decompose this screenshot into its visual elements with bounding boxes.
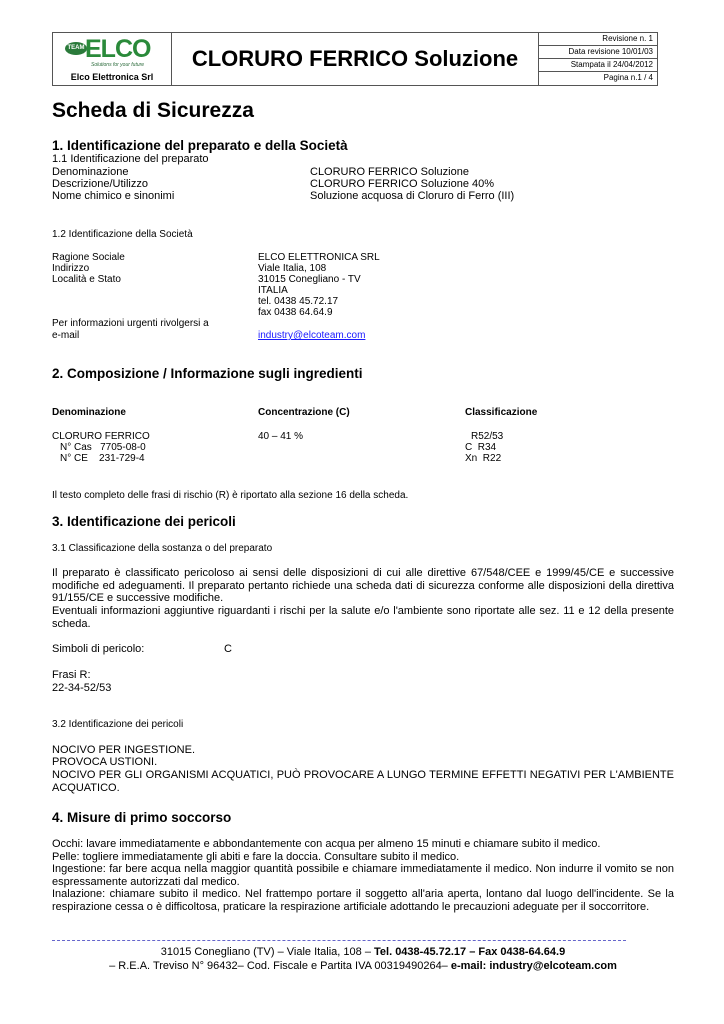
section-2-heading: 2. Composizione / Informazione sugli ingredienti	[52, 366, 363, 381]
ingredient-name: CLORURO FERRICO	[52, 431, 150, 442]
label-urgent-info: Per informazioni urgenti rivolgersi a	[52, 318, 209, 329]
hazard-statement-ingestion: NOCIVO PER INGESTIONE.	[52, 744, 196, 756]
company-logo-cell	[53, 33, 172, 85]
section-3-heading: 3. Identificazione dei pericoli	[52, 514, 236, 529]
footer-divider	[52, 940, 626, 941]
r-phrases-value: 22-34-52/53	[52, 682, 112, 694]
ingredient-class-r52: R52/53	[471, 431, 504, 442]
company-country: ITALIA	[258, 285, 288, 296]
section-3-2-subheading: 3.2 Identificazione dei pericoli	[52, 719, 184, 730]
company-name: Elco Elettronica Srl	[70, 72, 154, 82]
document-title: Scheda di Sicurezza	[52, 99, 254, 122]
product-title: CLORURO FERRICO Soluzione	[172, 33, 539, 85]
field-label-descrizione: Descrizione/Utilizzo	[52, 178, 148, 190]
column-header-denominazione: Denominazione	[52, 407, 126, 418]
first-aid-skin: Pelle: togliere immediatamente gli abiti e fare la doccia. Consultare subito il medico.	[52, 851, 460, 863]
section-1-1-subheading: 1.1 Identificazione del preparato	[52, 153, 209, 165]
ingredient-ce: N° CE 231-729-4	[60, 453, 145, 464]
hazard-statement-aquatic: NOCIVO PER GLI ORGANISMI ACQUATICI, PUÒ PROVOCARE A LUNGO TERMINE EFFETTI NEGATIVI PER L'AMBIENTE ACQUATICO.	[52, 769, 674, 794]
field-label-nome-chimico: Nome chimico e sinonimi	[52, 190, 175, 202]
ingredient-cas: N° Cas 7705-08-0	[60, 442, 146, 453]
first-aid-ingestion: Ingestione: far bere acqua nella maggior quantità possibile e chiamare immediatamente il medico. Non indurre il vomito se non espressamente autorizzati dal medico.	[52, 863, 674, 888]
field-label-denominazione: Denominazione	[52, 166, 129, 178]
company-phone: tel. 0438 45.72.17	[258, 296, 339, 307]
first-aid-inhalation: Inalazione: chiamare subito il medico. Nel frattempo portare il soggetto all'aria aperta, lontano dal luogo dell'incidente. Se la respirazione cessa o è difficoltosa, praticare la respirazione artificiale adottando le precauzioni adeguate per il soccorritore.	[52, 888, 674, 913]
company-fax: fax 0438 64.64.9	[258, 307, 333, 318]
document-header	[52, 32, 658, 86]
page-number: Pagina n.1 / 4	[603, 73, 653, 82]
label-indirizzo: Indirizzo	[52, 263, 90, 274]
field-value-denominazione: CLORURO FERRICO Soluzione	[310, 166, 469, 178]
column-header-concentrazione: Concentrazione (C)	[258, 407, 350, 418]
revision-date: Data revisione 10/01/03	[539, 46, 657, 59]
risk-phrases-note: Il testo completo delle frasi di rischio (R) è riportato alla sezione 16 della scheda.	[52, 490, 409, 501]
section-4-heading: 4. Misure di primo soccorso	[52, 810, 232, 825]
field-value-descrizione: CLORURO FERRICO Soluzione 40%	[310, 178, 495, 190]
footer-registration-line	[52, 960, 674, 972]
company-address: Viale Italia, 108	[258, 263, 327, 274]
section-1-heading: 1. Identificazione del preparato e della Società	[52, 138, 348, 153]
logo-tagline: Solutions for your future	[91, 62, 145, 68]
company-email-link[interactable]: industry@elcoteam.com	[258, 330, 366, 341]
hazard-symbols-label: Simboli di pericolo:	[52, 643, 145, 655]
revision-number: Revisione n. 1	[539, 33, 657, 46]
hazard-statement-burns: PROVOCA USTIONI.	[52, 756, 158, 768]
footer-address: 31015 Conegliano (TV) – Viale Italia, 108 –	[160, 946, 374, 958]
label-localita: Località e Stato	[52, 274, 121, 285]
company-city: 31015 Conegliano - TV	[258, 274, 361, 285]
hazard-symbols-value: C	[224, 643, 232, 655]
classification-paragraph: Il preparato è classificato pericoloso ai sensi delle disposizioni di cui alle direttive 67/548/CEE e 1999/45/CE e successive modifiche ed adeguamenti. Il preparato pertanto richiede una scheda dati di sicurezza conforme alle disposizioni della direttiva 91/155/CE e successive modifiche.	[52, 567, 674, 604]
elco-logo-wordmark: ELCO	[85, 35, 151, 63]
r-phrases-label: Frasi R:	[52, 669, 91, 681]
footer-tel-fax: Tel. 0438-45.72.17 – Fax 0438-64.64.9	[374, 946, 566, 958]
ingredient-class-r22: Xn R22	[465, 453, 502, 464]
section-3-1-subheading: 3.1 Classificazione della sostanza o del preparato	[52, 543, 273, 554]
footer-rea: – R.E.A. Treviso N° 96432– Cod. Fiscale e Partita IVA 00319490264–	[109, 960, 451, 972]
first-aid-eyes: Occhi: lavare immediatamente e abbondantemente con acqua per almeno 15 minuti e chiamare subito il medico.	[52, 838, 601, 850]
field-value-nome-chimico: Soluzione acquosa di Cloruro di Ferro (III)	[310, 190, 515, 202]
ingredient-class-r34: C R34	[465, 442, 497, 453]
print-date: Stampata il 24/04/2012	[539, 59, 657, 72]
ingredient-concentration: 40 – 41 %	[258, 431, 304, 442]
label-ragione-sociale: Ragione Sociale	[52, 252, 125, 263]
label-email: e-mail	[52, 330, 80, 341]
team-logo-badge: TEAM	[65, 42, 87, 55]
column-header-classificazione: Classificazione	[465, 407, 538, 418]
revision-box	[539, 33, 657, 85]
company-legal-name: ELCO ELETTRONICA SRL	[258, 252, 380, 263]
additional-info-paragraph: Eventuali informazioni aggiuntive riguardanti i rischi per la salute e/o l'ambiente sono riportate alle sez. 11 e 12 della presente scheda.	[52, 605, 674, 630]
footer-address-line	[52, 946, 674, 958]
footer-email[interactable]: e-mail: industry@elcoteam.com	[450, 960, 617, 972]
section-1-2-subheading: 1.2 Identificazione della Società	[52, 229, 193, 240]
